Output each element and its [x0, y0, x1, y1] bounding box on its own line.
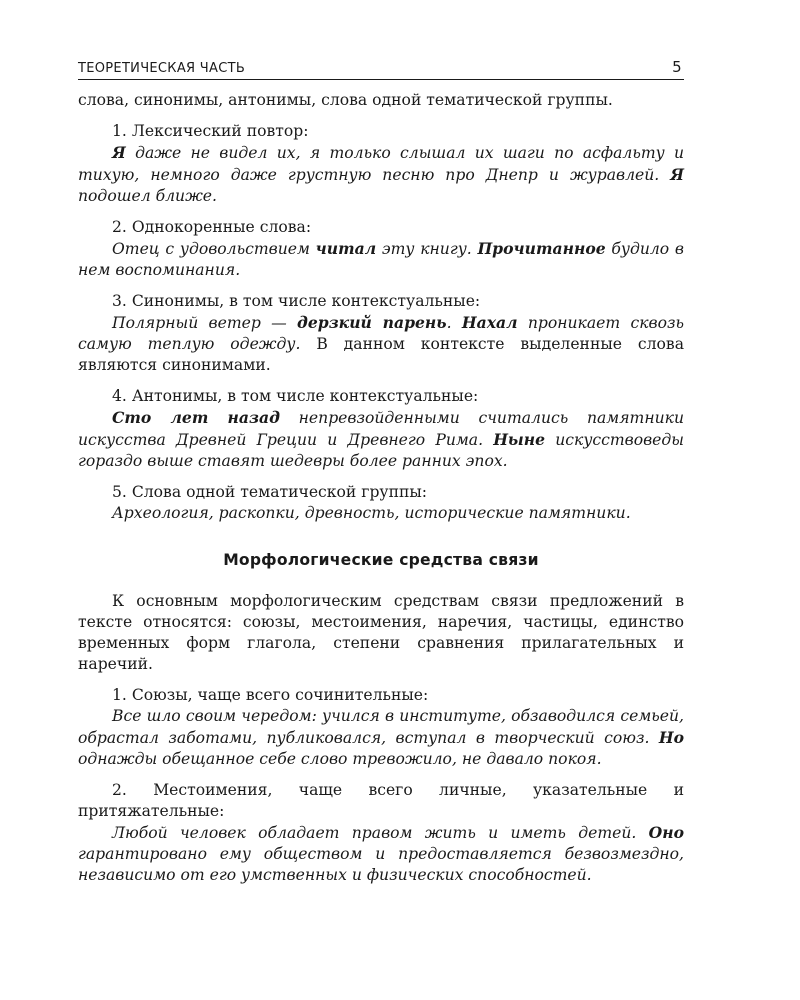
example-text — [78, 407, 684, 472]
list-item — [78, 386, 684, 472]
example-segment: Все шло своим чередом: учился в институте, обзаводился семьей, обрастал заботами, публиковался, вступал в творческий союз. — [78, 707, 684, 747]
example-text — [78, 706, 684, 770]
item-label: 1. Союзы, чаще всего сочинительные: — [112, 686, 429, 704]
example-segment: Отец с удовольствием — [112, 240, 316, 258]
highlighted-word: Сто лет назад — [112, 408, 280, 427]
item-label: 4. Антонимы, в том числе контекстуальные: — [112, 387, 479, 405]
highlighted-word: Прочитанное — [477, 239, 606, 258]
list-item — [78, 291, 684, 376]
example-segment: непревзойденными считались памятники искусства Древней Греции и Древнего Рима. — [78, 409, 684, 449]
highlighted-word: дерзкий парень — [297, 313, 447, 332]
item-label: 1. Лексический повтор: — [112, 122, 309, 140]
highlighted-word: Ныне — [493, 430, 546, 449]
list-item — [78, 482, 684, 524]
example-text — [78, 503, 684, 524]
lexical-means-list — [78, 121, 684, 524]
example-segment: подошел ближе. — [78, 187, 217, 205]
example-segment: Полярный ветер — — [112, 314, 298, 332]
example-segment: Археология, раскопки, древность, исторические памятники. — [112, 504, 631, 522]
morph-intro-block — [78, 591, 684, 675]
highlighted-word: Оно — [648, 823, 684, 842]
item-label: 3. Синонимы, в том числе контекстуальные: — [112, 292, 481, 310]
highlighted-word: читал — [315, 239, 377, 258]
list-item — [78, 121, 684, 207]
morph-intro-paragraph: К основным морфологическим средствам связи предложений в тексте относятся: союзы, местоимения, наречия, частицы, единство временных форм глагола, степени сравнения прилагательных и наречий. — [78, 592, 684, 673]
example-segment: эту книгу. — [376, 240, 478, 258]
example-segment: будило в нем воспоминания. — [78, 240, 685, 279]
morph-means-list — [78, 685, 684, 886]
example-segment: Любой человек обладает правом жить и иметь детей. — [112, 824, 649, 842]
example-text — [78, 238, 684, 281]
highlighted-word: Но — [658, 728, 684, 747]
section-heading: Морфологические средства связи — [223, 551, 539, 569]
document-page — [78, 58, 684, 896]
top-fragment-paragraph: слова, синонимы, антонимы, слова одной тематической группы. — [78, 91, 613, 109]
example-segment: гарантировано ему обществом и предоставляется безвозмездно, независимо от его умственных и физических способностей. — [78, 845, 684, 884]
item-label: 2. Местоимения, чаще всего личные, указательные и притяжательные: — [78, 781, 684, 820]
highlighted-word: Нахал — [461, 313, 518, 332]
example-segment: искусствоведы гораздо выше ставят шедевры более ранних эпох. — [78, 431, 684, 470]
page-number: 5 — [672, 58, 682, 76]
item-label: 5. Слова одной тематической группы: — [112, 483, 428, 501]
highlighted-word: Я — [112, 143, 126, 162]
example-text — [78, 312, 684, 376]
item-label: 2. Однокоренные слова: — [112, 218, 312, 236]
section-title: ТЕОРЕТИЧЕСКАЯ ЧАСТЬ — [78, 61, 246, 76]
top-fragment-block — [78, 90, 684, 111]
list-item — [78, 217, 684, 281]
example-segment: однажды обещанное себе слово тревожило, не давало покоя. — [78, 750, 602, 768]
example-text — [78, 142, 684, 207]
list-item — [78, 685, 684, 770]
example-text — [78, 822, 684, 886]
example-segment: даже не видел их, я только слышал их шаги по асфальту и тихую, немного даже грустную песню про Днепр и журавлей. — [78, 144, 684, 184]
page-body — [78, 90, 684, 886]
highlighted-word: Я — [670, 165, 684, 184]
example-segment: проникает сквозь самую теплую одежду. — [78, 314, 684, 353]
example-segment: . — [446, 314, 462, 332]
example-segment: В данном контексте выделенные слова являются синонимами. — [78, 335, 684, 374]
list-item — [78, 780, 684, 886]
running-header — [78, 58, 684, 80]
